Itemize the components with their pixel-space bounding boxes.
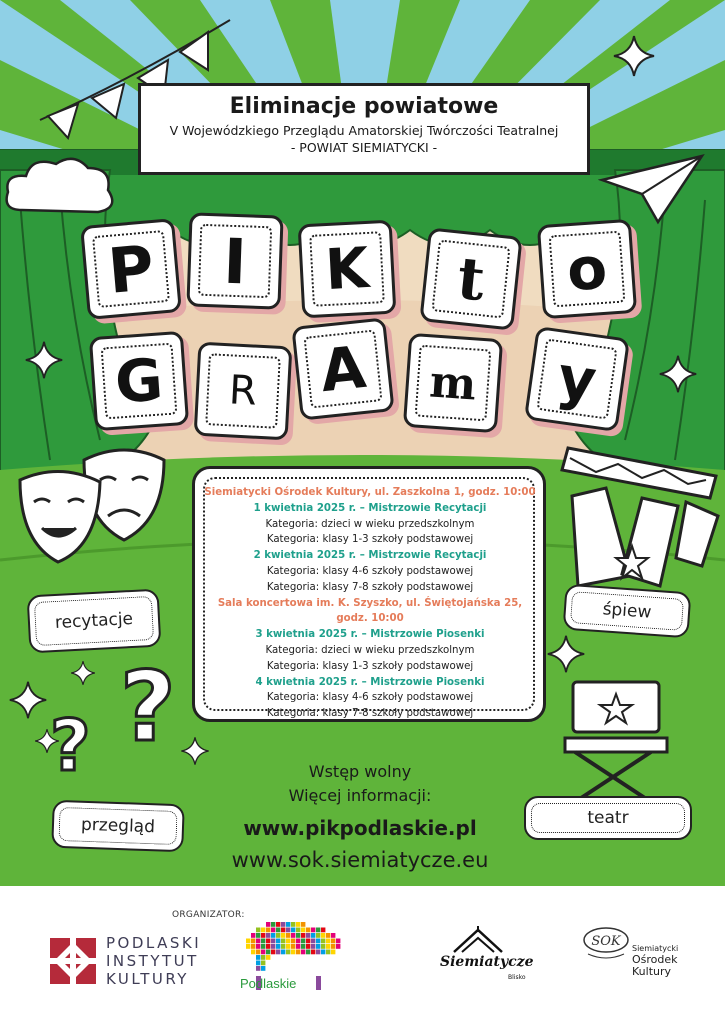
letter-tile [298,220,397,319]
letter-tile [186,212,283,309]
schedule-line-cat: Kategoria: klasy 1-3 szkoły podstawowej [266,534,474,546]
podlaskie-logo-text: Podlaskie [240,976,297,991]
tile-letter: K [309,231,385,307]
label-przeglad [51,800,185,853]
tile-letter: o [549,231,626,308]
theatre-masks-icon [14,440,174,580]
letter-tile [419,227,522,330]
label-text: przegląd [58,807,177,845]
tile-letter: t [431,239,510,318]
schedule-line-cat: Kategoria: dzieci w wieku przedszkolnym [265,644,475,656]
label-recytacje [27,589,162,654]
schedule-line-date: 2 kwietnia 2025 r. – Mistrzowie Recytacji [253,550,487,562]
letter-tile [80,218,182,320]
pik-line: INSTYTUT [106,952,199,970]
free-entry-text: Wstęp wolny [308,762,412,781]
sok-mark: SOK [591,934,621,949]
schedule-line-cat: Kategoria: klasy 1-3 szkoły podstawowej [266,660,474,672]
label-spiew [563,584,692,639]
cloud-icon [2,150,122,230]
page-subtitle: V Wojewódzkiego Przeglądu Amatorskiej Twórczości Teatralnej [169,123,559,138]
schedule-line-date: 3 kwietnia 2025 r. – Mistrzowie Piosenki [255,629,485,641]
website-link-sok[interactable]: www.sok.siemiatycze.eu [231,848,489,872]
star-icon [658,354,698,394]
label-text: teatr [531,803,685,833]
tile-letter: m [415,345,492,422]
organizer-label: ORGANIZATOR: [172,910,245,920]
sok-logo-icon [582,926,630,964]
sok-line: Ośrodek [632,953,678,966]
sok-line: Kultury [632,965,672,978]
schedule-line-date: 1 kwietnia 2025 r. – Mistrzowie Recytacji [253,502,487,514]
schedule-line-venue: godz. 10:00 [336,613,404,625]
schedule-line-venue: Siemiatycki Ośrodek Kultury, ul. Zaszkolna 1, godz. 10:00 [204,487,536,498]
tile-letter: y [536,338,617,419]
tile-letter: I [198,224,272,298]
pik-line: PODLASKI [106,934,202,952]
tile-letter: G [101,343,178,420]
letter-tile [537,219,637,319]
letter-tile [194,342,293,441]
star-icon [612,34,656,78]
tile-letter: R [205,353,281,429]
schedule-line-cat: Kategoria: klasy 7-8 szkoły podstawowej [266,581,474,593]
letter-tile [291,317,394,420]
label-teatr [524,796,692,840]
label-text: śpiew [570,591,684,631]
star-icon [546,634,586,674]
schedule-list [195,485,545,722]
letter-tile [89,331,189,431]
letter-tile [403,333,503,433]
tile-letter: P [92,230,170,308]
directors-chair-icon [555,676,675,806]
svg-text:?: ? [120,651,176,763]
letter-tile [524,326,630,432]
question-mark-icon [40,640,200,810]
schedule-line-cat: Kategoria: klasy 4-6 szkoły podstawowej [266,692,474,704]
schedule-line-venue: Sala koncertowa im. K. Szyszko, ul. Świętojańska 25, [217,597,523,609]
schedule-line-date: 4 kwietnia 2025 r. – Mistrzowie Piosenki [255,676,485,688]
schedule-line-cat: Kategoria: klasy 4-6 szkoły podstawowej [266,565,474,577]
siemiatycze-tagline: Blisko [508,974,526,981]
svg-text:?: ? [50,705,91,787]
paper-plane-icon [598,150,708,230]
tile-letter: A [303,329,382,408]
pik-line: KULTURY [106,970,189,988]
siemiatycze-logo-icon [448,924,508,956]
website-link-pik[interactable]: www.pikpodlaskie.pl [243,816,477,840]
spotlight-icon [556,436,724,606]
sok-logo-text [632,944,678,978]
title-box [138,83,590,175]
page-title: Eliminacje powiatowe [229,94,499,119]
schedule-line-cat: Kategoria: dzieci w wieku przedszkolnym [265,518,475,530]
pik-logo-icon [48,936,98,986]
siemiatycze-logo-text: Siemiatycze [440,954,534,970]
star-icon [24,340,64,380]
region-label: - POWIAT SIEMIATYCKI - [290,140,438,155]
more-info-text: Więcej informacji: [288,786,432,805]
label-text: recytacje [34,596,154,646]
pik-logo-text [106,934,201,988]
schedule-line-cat: Kategoria: klasy 7-8 szkoły podstawowej [266,708,474,720]
sok-line: Siemiatycki [632,944,679,953]
